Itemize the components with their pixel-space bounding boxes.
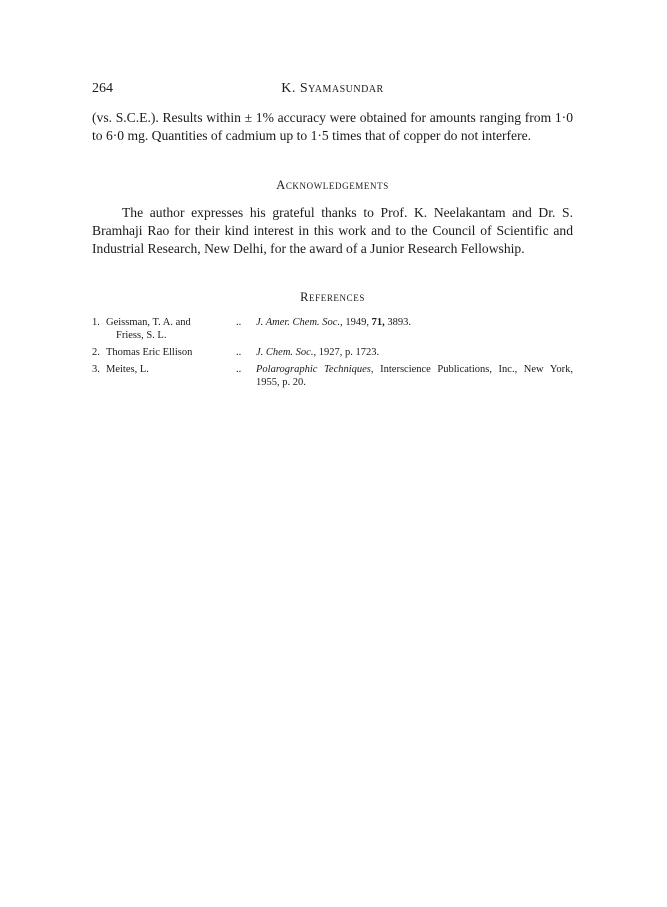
reference-leader: .. [236, 317, 242, 328]
acknowledgements-text: The author expresses his grateful thanks to Prof. K. Neelakantam and Dr. S. Bramhaji Rao for their kind interest in this work and to the Council of Scientific and Industrial Research, New Delhi, for the award of a Junior Research Fellowship. [92, 205, 573, 256]
reference-details: Interscience Publications, Inc., New York, 1955, p. 20. [256, 364, 573, 388]
reference-author [106, 316, 236, 342]
acknowledgements-heading: Acknowledgements [276, 178, 389, 192]
reference-author-line: Friess, S. L. [116, 330, 167, 341]
reference-item [92, 346, 573, 359]
reference-citation [256, 363, 573, 389]
body-paragraph: (vs. S.C.E.). Results within ± 1% accuracy were obtained for amounts ranging from 1·0 to 6·0 mg. Quantities of cadmium up to 1·5 times that of copper do not interfere. [92, 110, 573, 143]
reference-author: Meites, L. [106, 364, 149, 375]
reference-book-title: Polarographic Techniques, [256, 364, 374, 375]
reference-number: 2. [92, 347, 100, 358]
reference-leader: .. [236, 364, 242, 375]
reference-journal: J. Chem. Soc., [256, 347, 317, 358]
reference-author: Thomas Eric Ellison [106, 347, 193, 358]
reference-number: 3. [92, 364, 100, 375]
reference-year: 1949, [342, 317, 372, 328]
reference-pages: 3893. [384, 317, 411, 328]
reference-item [92, 316, 573, 342]
reference-number: 1. [92, 317, 100, 328]
reference-volume: 71, [371, 317, 385, 328]
page-number: 264 [92, 81, 113, 96]
reference-author-line: Geissman, T. A. and [106, 317, 191, 328]
reference-details: 1927, p. 1723. [316, 347, 380, 358]
running-head: K. Syamasundar [281, 81, 384, 96]
page-header [92, 81, 573, 101]
reference-citation [256, 316, 573, 342]
reference-citation [256, 346, 573, 359]
references-heading: References [300, 290, 365, 304]
reference-journal: J. Amer. Chem. Soc., [256, 317, 343, 328]
references-list [92, 316, 573, 393]
reference-item [92, 363, 573, 389]
reference-leader: .. [236, 347, 242, 358]
